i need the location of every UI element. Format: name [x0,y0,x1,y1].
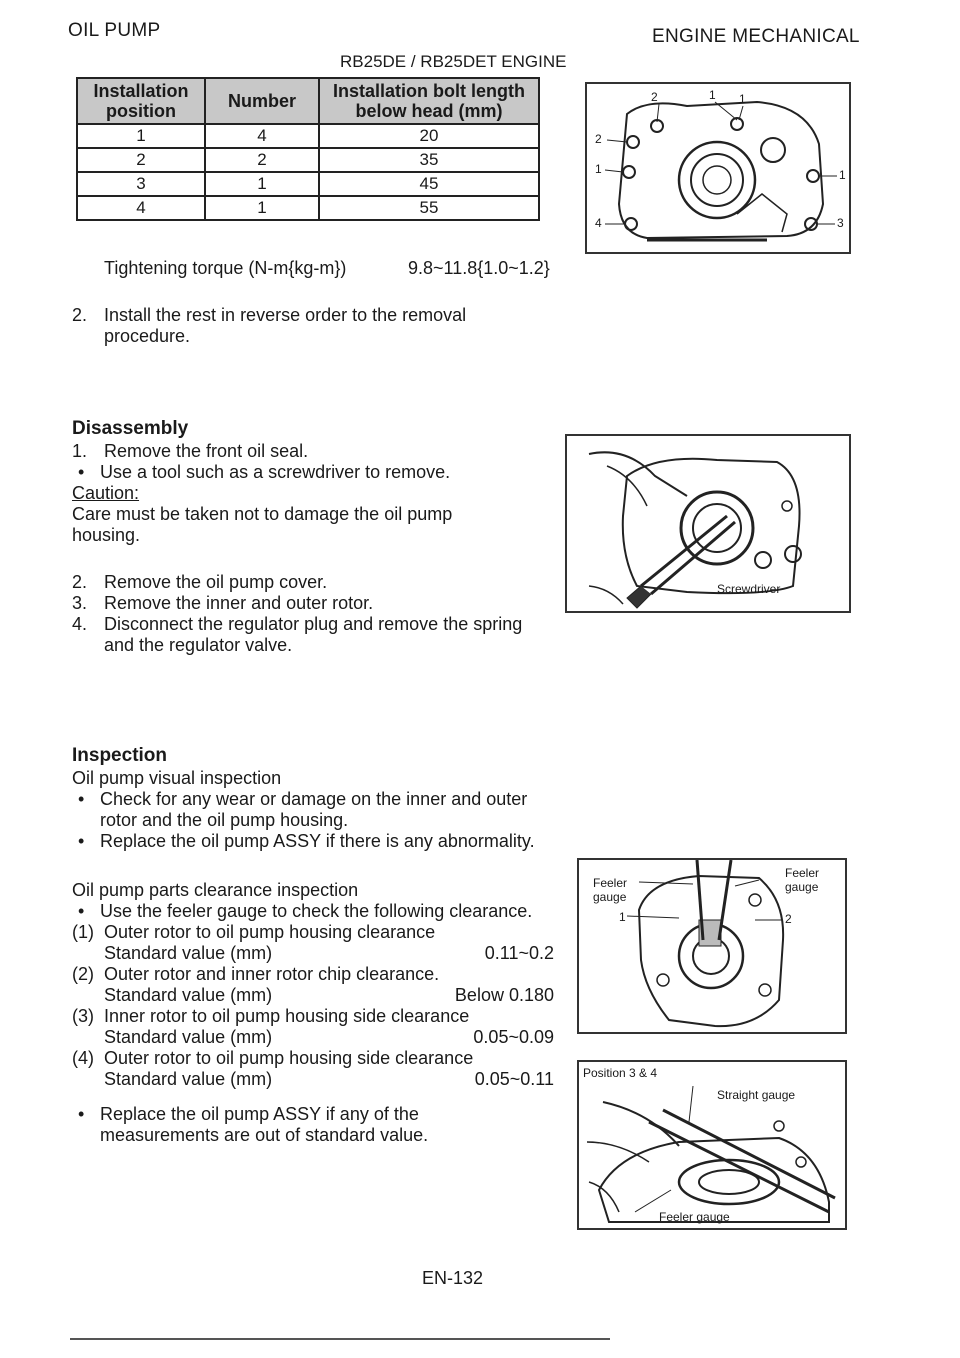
engine-subtitle: RB25DE / RB25DET ENGINE [340,52,567,71]
bolt-position-figure [585,82,851,254]
screwdriver-label: Screwdriver [717,582,781,596]
table-cell: 3 [77,172,205,196]
item-number: (1) [72,922,94,942]
standard-value-row [72,985,554,1006]
standard-value: 0.11~0.2 [484,943,554,963]
feeler-gauge-label: Feeler gauge [659,1210,730,1224]
step-text: Remove the inner and outer rotor. [104,593,374,613]
item-number: (4) [72,1048,94,1068]
feeler-gauge-label-right: Feeler gauge [785,866,820,894]
table-cell: 20 [319,124,539,148]
standard-value: Below 0.180 [454,985,554,1005]
torque-label: Tightening torque (N-m{kg-m}) [104,258,347,278]
bolt-label: 4 [595,216,602,230]
item-text: Inner rotor to oil pump housing side clearance [104,1006,470,1026]
table-cell: 1 [77,124,205,148]
inspection-bullet: • Replace the oil pump ASSY if any of the measurements are out of standard value. [72,1104,540,1146]
bolt-label: 1 [739,92,746,106]
disassembly-heading: Disassembly [72,418,189,439]
table-row [77,124,539,148]
standard-value-row [72,1069,554,1090]
straight-gauge-drawing [579,1062,845,1228]
item-number: (3) [72,1006,94,1026]
bolt-label: 1 [595,162,602,176]
straight-gauge-label: Straight gauge [717,1088,796,1102]
disassembly-step-2 [72,572,552,593]
pump-housing-drawing [587,84,849,252]
table-cell: 55 [319,196,539,220]
section-title: OIL PUMP [68,20,161,41]
disassembly-step-3 [72,593,552,614]
feeler-gauge-figure [577,858,847,1034]
inspection-heading: Inspection [72,745,168,766]
feeler-gauge-label-left: Feeler gauge [593,876,628,904]
table-header-cell: Installation position [77,78,205,124]
bolt-label: 1 [709,88,716,102]
table-header-cell: Number [205,78,319,124]
item-number: (2) [72,964,94,984]
step-text: Remove the front oil seal. [104,441,309,461]
install-step-2 [72,305,544,347]
table-cell: 35 [319,148,539,172]
standard-value-label: Standard value (mm) [104,943,273,963]
clearance-inspection-title: Oil pump parts clearance inspection [72,880,359,900]
step-number: 2. [72,305,88,325]
table-header-cell: Installation bolt length below head (mm) [319,78,539,124]
standard-value-label: Standard value (mm) [104,1069,273,1089]
footer-rule [70,1338,610,1340]
standard-value-row [72,1027,554,1048]
step-text: Install the rest in reverse order to the removal procedure. [104,305,467,346]
step-number: 3. [72,593,88,613]
table-cell: 4 [205,124,319,148]
inspection-bullet: • Replace the oil pump ASSY if there is any abnormality. [72,831,554,852]
standard-value: 0.05~0.11 [474,1069,554,1089]
bolt-label: 2 [595,132,602,146]
table-row [77,148,539,172]
disassembly-bullet: • Use a tool such as a screwdriver to remove. [72,462,552,483]
disassembly-body [72,441,552,656]
standard-value-row [72,943,554,964]
table-cell: 2 [205,148,319,172]
clearance-item [72,922,554,943]
straight-gauge-figure [577,1060,847,1230]
clearance-item [72,1006,554,1027]
bolt-label: 1 [839,168,846,182]
item-text: Outer rotor to oil pump housing clearance [104,922,436,942]
table-cell: 1 [205,172,319,196]
standard-value: 0.05~0.09 [473,1027,554,1047]
step-number: 2. [72,572,88,592]
table-cell: 45 [319,172,539,196]
bolt-label: 2 [651,90,658,104]
caution-text: Care must be taken not to damage the oil pump housing. [72,504,453,545]
clearance-item [72,964,554,985]
table-row [77,196,539,220]
clearance-item [72,1048,554,1069]
standard-value-label: Standard value (mm) [104,1027,273,1047]
table-row [77,172,539,196]
seal-removal-figure [565,434,851,613]
torque-value: 9.8~11.8{1.0~1.2} [408,258,550,278]
visual-inspection-title: Oil pump visual inspection [72,768,282,788]
figure-caption: Position 3 & 4 [583,1066,658,1080]
disassembly-step-1 [72,441,552,462]
table-cell: 4 [77,196,205,220]
position-label: 2 [785,912,792,926]
step-text: Disconnect the regulator plug and remove the spring and the regulator valve. [104,614,523,655]
chapter-title: ENGINE MECHANICAL [652,26,860,47]
bolt-label: 3 [837,216,844,230]
inspection-body [72,768,554,1146]
step-text: Remove the oil pump cover. [104,572,328,592]
page-number: EN-132 [422,1268,484,1288]
table-cell: 1 [205,196,319,220]
disassembly-step-4 [72,614,552,656]
bolt-spec-table [76,77,540,221]
screwdriver-drawing [567,436,849,611]
table-header-row [77,78,539,124]
step-number: 1. [72,441,88,461]
position-label: 1 [619,910,626,924]
step-number: 4. [72,614,88,634]
table-cell: 2 [77,148,205,172]
inspection-bullet: • Use the feeler gauge to check the following clearance. [72,901,554,922]
standard-value-label: Standard value (mm) [104,985,273,1005]
caution-heading: Caution: [72,483,140,503]
item-text: Outer rotor and inner rotor chip clearance. [104,964,440,984]
item-text: Outer rotor to oil pump housing side clearance [104,1048,474,1068]
inspection-bullet: • Check for any wear or damage on the inner and outer rotor and the oil pump housing. [72,789,554,831]
